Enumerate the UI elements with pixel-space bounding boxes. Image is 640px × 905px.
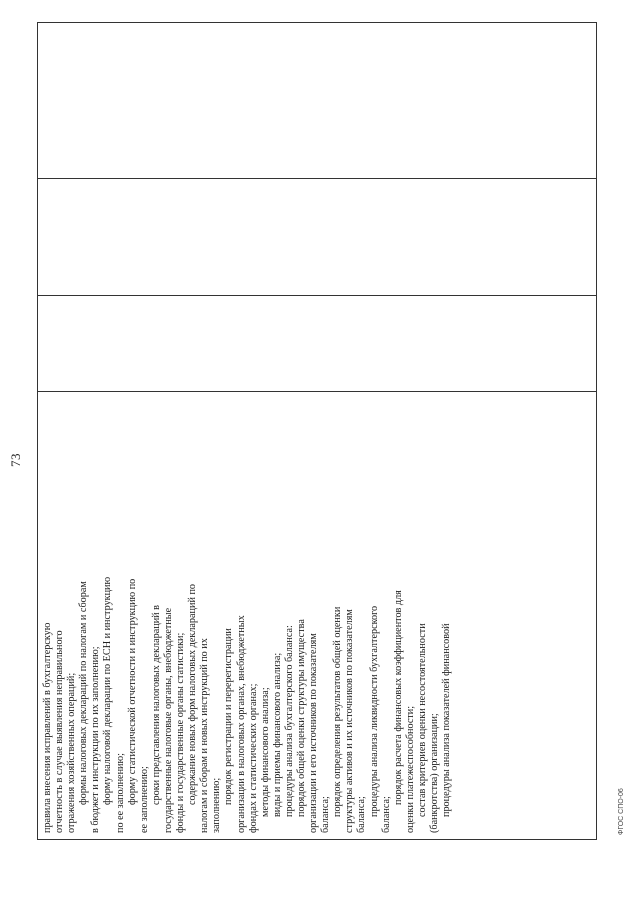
text-line: правила внесения исправлений в бухгалтерскую [42,622,53,833]
text-line: оценки платежеспособности; [404,705,416,833]
text-line: процедуры анализа бухгалтерского баланса: [283,625,295,817]
table-cell-empty [38,178,597,295]
text-line: государственные налоговые органы, внебюджетные [162,607,174,833]
footer-label: ФГОС СПО-06 [618,788,625,835]
text-line: организации и его источников по показателям [308,633,320,833]
text-line: процедуры анализа показателей финансовой [441,623,453,817]
text-line: формы налоговых деклараций по налогам и сборам [78,581,90,805]
text-line: форму налоговой декларации по ЕСН и инструкцию [102,576,114,805]
text-line: баланса; [320,796,332,833]
page-number: 73 [8,453,23,467]
text-line: порядок общей оценки структуры имущества [295,619,307,817]
table-row [38,23,597,840]
text-line: ее заполнению; [138,766,150,833]
text-line: порядок регистрации и перерегистрации [223,628,235,805]
text-line: сроки представления налоговых деклараций в [150,605,162,805]
text-line: фондах и статистических органах; [247,683,259,833]
text-line: по ее заполнению; [114,753,126,833]
text-line: организации в налоговых органах, внебюджетных [235,615,247,833]
table-cell-text [38,392,597,840]
text-line: содержание новых форм налоговых деклараций по [187,583,199,805]
text-line: баланса; [380,796,392,833]
text-line: порядок расчета финансовых коэффициентов для [392,590,404,805]
text-line: в бюджет и инструкции по их заполнению; [90,646,102,833]
text-line: отчетность в случае выявления неправильного [54,630,66,833]
text-line: состав критериев оценки несостоятельности [416,623,428,817]
text-line: (банкротства) организации; [429,713,440,833]
text-line: баланса; [356,796,368,833]
text-line: виды и приемы финансового анализа; [271,652,283,817]
text-line: форму статистической отчетности и инструкцию по [126,578,138,805]
document-table [37,22,597,840]
text-line: заполнению; [211,777,223,833]
text-line: отражения хозяйственных операций; [66,672,78,833]
text-line: порядок определения результатов общей оценки [332,606,344,817]
table-cell-empty [38,295,597,392]
text-line: фонды и государственные органы статистики; [175,632,187,833]
table-cell-empty [38,23,597,179]
text-line: налогам и сборам и новых инструкций по их [199,638,211,833]
text-line: процедуры анализа ликвидности бухгалтерского [368,605,380,817]
text-line: методы финансового анализа; [259,687,271,817]
text-line: структуры активов и их источников по показателям [344,609,356,833]
